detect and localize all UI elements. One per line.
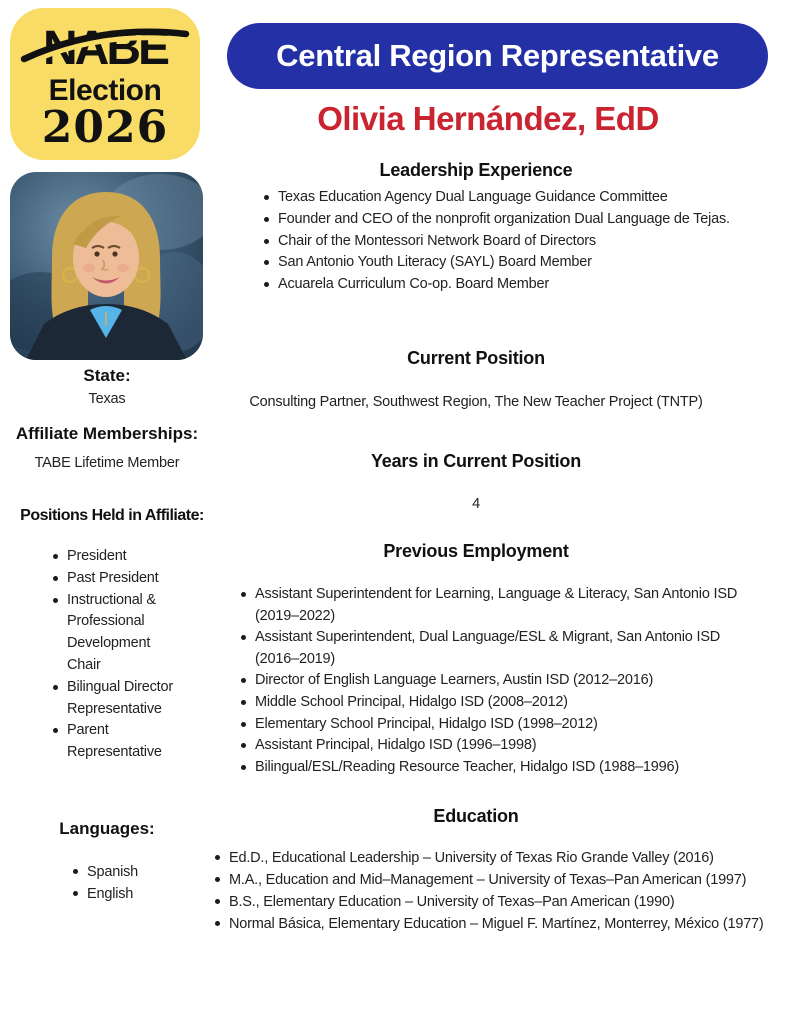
list-item: Middle School Principal, Hidalgo ISD (2008–2012) [240,692,755,714]
portrait-illustration [10,172,203,360]
list-item: Bilingual Director Representative [52,677,182,721]
state-value: Texas [88,391,126,407]
previous-employment-list [240,584,755,778]
badge-election-text: Election [48,74,162,107]
state-label: State: [83,366,131,385]
current-position-value: Consulting Partner, Southwest Region, The New Teacher Project (TNTP) [249,394,703,410]
education-list [214,847,790,935]
list-item: Founder and CEO of the nonprofit organization Dual Language de Tejas. [263,209,768,231]
list-item: Acuarela Curriculum Co-op. Board Member [263,274,768,296]
list-item: Normal Básica, Elementary Education – Miguel F. Martínez, Monterrey, México (1977) [214,913,790,935]
years-in-position-title: Years in Current Position [370,451,582,471]
role-title-pill [227,23,768,89]
positions-held-list [52,546,182,764]
languages-list [72,861,192,905]
nabe-election-badge [10,8,200,160]
current-position-title: Current Position [407,348,545,368]
candidate-photo [10,172,203,360]
list-item: Instructional & Professional Development Chair [52,590,182,677]
list-item: Spanish [72,861,192,883]
list-item: English [72,883,192,905]
candidate-name: Olivia Hernández, EdD [317,100,659,137]
education-title: Education [433,806,519,826]
list-item: Parent Representative [52,720,182,764]
list-item: Ed.D., Educational Leadership – University of Texas Rio Grande Valley (2016) [214,847,790,869]
list-item: Bilingual/ESL/Reading Resource Teacher, Hidalgo ISD (1988–1996) [240,757,755,779]
nabe-logo-icon [20,20,190,76]
affiliate-memberships-label: Affiliate Memberships: [15,424,199,443]
affiliate-memberships-value: TABE Lifetime Member [34,455,180,471]
list-item: Assistant Superintendent for Learning, Language & Literacy, San Antonio ISD (2019–2022) [240,584,755,627]
list-item: B.S., Elementary Education – University of Texas–Pan American (1990) [214,891,790,913]
years-in-position-value: 4 [472,496,480,512]
list-item: Elementary School Principal, Hidalgo ISD (1998–2012) [240,714,755,736]
list-item: San Antonio Youth Literacy (SAYL) Board Member [263,252,768,274]
leadership-experience-title: Leadership Experience [379,160,573,180]
list-item: Assistant Superintendent, Dual Language/ESL & Migrant, San Antonio ISD (2016–2019) [240,627,755,670]
badge-year-text: 2026 [41,102,169,153]
list-item: Director of English Language Learners, Austin ISD (2012–2016) [240,670,755,692]
list-item: M.A., Education and Mid–Management – University of Texas–Pan American (1997) [214,869,790,891]
list-item: Past President [52,568,182,590]
list-item: Assistant Principal, Hidalgo ISD (1996–1998) [240,735,755,757]
list-item: Chair of the Montessori Network Board of Directors [263,231,768,253]
previous-employment-title: Previous Employment [383,541,569,561]
list-item: President [52,546,182,568]
languages-label: Languages: [59,819,155,838]
svg-text:NABE: NABE [42,22,168,75]
list-item: Texas Education Agency Dual Language Guidance Committee [263,187,768,209]
leadership-experience-list [263,187,768,296]
role-title: Central Region Representative [276,38,719,73]
positions-held-label: Positions Held in Affiliate: [20,507,204,524]
